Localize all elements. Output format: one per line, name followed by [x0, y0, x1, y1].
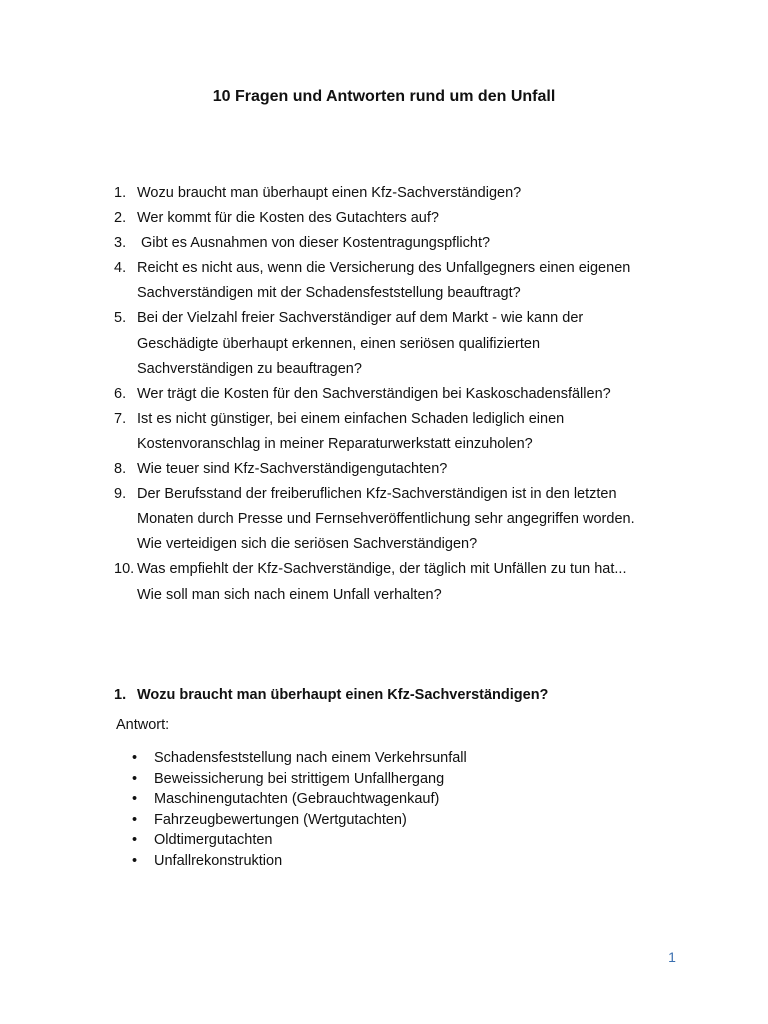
answer-label: Antwort:: [116, 717, 170, 733]
question-item: [114, 306, 734, 381]
question-number: 10.: [114, 561, 135, 578]
bullet-text: Oldtimergutachten: [154, 832, 273, 848]
question-item: [114, 557, 734, 607]
bullet-item: [130, 769, 467, 790]
question-text-continued: Sachverständigen mit der Schadensfeststellung beauftragt?: [137, 285, 521, 302]
bullet-icon: •: [132, 811, 138, 828]
bullet-icon: •: [132, 791, 138, 807]
bullet-text: Maschinengutachten (Gebrauchtwagenkauf): [154, 791, 440, 807]
question-text-continued: Wie soll man sich nach einem Unfall verhalten?: [137, 586, 442, 603]
bullet-item: [130, 830, 467, 851]
section-number: 1.: [114, 687, 127, 703]
question-item: [114, 256, 734, 306]
question-text: Reicht es nicht aus, wenn die Versicherung des Unfallgegners einen eigenen: [137, 260, 631, 277]
bullet-icon: •: [132, 770, 138, 787]
question-text-continued: Wie verteidigen sich die seriösen Sachverständigen?: [137, 536, 478, 553]
question-list: [114, 181, 734, 608]
section-heading: [114, 685, 548, 705]
bullet-item: [130, 851, 467, 872]
question-number: 3.: [114, 235, 127, 252]
question-text: Wie teuer sind Kfz-Sachverständigengutachten?: [137, 461, 448, 478]
bullet-item: [130, 810, 467, 831]
question-number: 5.: [114, 310, 127, 327]
question-number: 6.: [114, 385, 127, 402]
question-number: 7.: [114, 410, 127, 427]
answer-bullet-list: [130, 748, 467, 871]
bullet-text: Beweissicherung bei strittigem Unfallhergang: [154, 770, 445, 787]
bullet-icon: •: [132, 852, 138, 869]
page-number: 1: [668, 949, 676, 965]
question-text: Wer kommt für die Kosten des Gutachters auf?: [137, 210, 439, 227]
document-title: 10 Fragen und Antworten rund um den Unfall: [212, 88, 556, 105]
bullet-text: Unfallrekonstruktion: [154, 852, 283, 869]
question-item: [114, 482, 734, 557]
bullet-item: [130, 789, 467, 810]
question-text: Der Berufsstand der freiberuflichen Kfz-Sachverständigen ist in den letzten: [137, 486, 617, 503]
question-text: Was empfiehlt der Kfz-Sachverständige, der täglich mit Unfällen zu tun hat...: [137, 561, 627, 578]
question-text-continued: Geschädigte überhaupt erkennen, einen seriösen qualifizierten: [137, 335, 541, 352]
question-item: [114, 206, 734, 231]
bullet-text: Fahrzeugbewertungen (Wertgutachten): [154, 811, 407, 828]
question-text-continued: Kostenvoranschlag in meiner Reparaturwerkstatt einzuholen?: [137, 435, 533, 452]
question-item: [114, 181, 734, 206]
question-number: 8.: [114, 461, 127, 478]
bullet-icon: •: [132, 832, 138, 848]
question-text: Wer trägt die Kosten für den Sachverständigen bei Kaskoschadensfällen?: [137, 385, 611, 402]
question-text: Ist es nicht günstiger, bei einem einfachen Schaden lediglich einen: [137, 410, 565, 427]
question-item: [114, 231, 734, 256]
bullet-text: Schadensfeststellung nach einem Verkehrsunfall: [154, 750, 467, 766]
question-number: 4.: [114, 260, 127, 277]
question-item: [114, 407, 734, 457]
question-text-continued: Monaten durch Presse und Fernsehveröffentlichung sehr angegriffen worden.: [137, 511, 635, 528]
question-item: [114, 457, 734, 482]
bullet-icon: •: [132, 750, 138, 766]
question-number: 9.: [114, 486, 127, 503]
question-item: [114, 382, 734, 407]
question-text: Gibt es Ausnahmen von dieser Kostentragungspflicht?: [137, 235, 491, 252]
question-text: Bei der Vielzahl freier Sachverständiger auf dem Markt - wie kann der: [137, 310, 584, 327]
bullet-item: [130, 748, 467, 769]
section-heading-text: Wozu braucht man überhaupt einen Kfz-Sachverständigen?: [137, 687, 549, 703]
question-text-continued: Sachverständigen zu beauftragen?: [137, 360, 362, 377]
question-number: 2.: [114, 210, 127, 227]
question-number: 1.: [114, 185, 127, 201]
question-text: Wozu braucht man überhaupt einen Kfz-Sachverständigen?: [137, 185, 522, 201]
